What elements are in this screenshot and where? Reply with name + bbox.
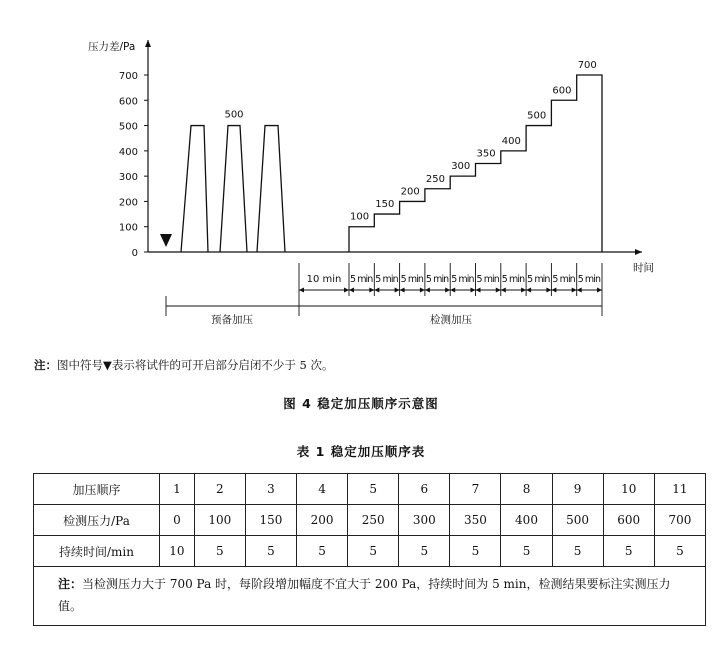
table-cell: 8 xyxy=(501,474,552,505)
interval-arrowhead xyxy=(551,288,556,293)
step-label: 700 xyxy=(577,60,597,71)
interval-arrowhead xyxy=(476,288,481,293)
note-text: 图中符号▼表示将试件的可开启部分启闭不少于 5 次。 xyxy=(57,358,334,372)
figure-caption: 图 4 稳定加压顺序示意图 xyxy=(283,396,439,411)
interval-label: 5 min xyxy=(375,274,399,285)
interval-label: 5 min xyxy=(527,274,551,285)
step-curve xyxy=(349,75,602,252)
step-label: 100 xyxy=(350,211,370,223)
interval-arrowhead xyxy=(546,288,551,293)
pressure-sequence-table xyxy=(33,473,706,626)
y-tick-label: 500 xyxy=(118,121,138,133)
y-tick-label: 700 xyxy=(118,71,138,82)
table-cell: 5 xyxy=(297,536,348,567)
step-label: 500 xyxy=(527,110,547,122)
y-tick-label: 100 xyxy=(118,222,138,234)
interval-label: 5 min xyxy=(451,274,475,285)
x-axis-label: 时间 xyxy=(633,262,654,274)
table-cell: 2 xyxy=(194,474,245,505)
interval-arrowhead xyxy=(395,288,400,293)
table-cell: 5 xyxy=(603,536,654,567)
prep-pulse xyxy=(257,126,285,252)
step-label: 600 xyxy=(552,85,572,97)
interval-arrowhead xyxy=(450,288,455,293)
table-cell: 10 xyxy=(603,474,654,505)
table-cell: 400 xyxy=(501,505,552,536)
prep-pulse xyxy=(181,126,208,252)
table-cell: 6 xyxy=(399,474,450,505)
step-label: 350 xyxy=(476,148,496,160)
interval-arrowhead xyxy=(572,288,577,293)
row-header: 持续时间/min xyxy=(34,536,160,567)
table-note-prefix: 注： xyxy=(58,577,83,591)
row-header: 加压顺序 xyxy=(34,474,160,505)
figure-note xyxy=(34,357,333,373)
table-note-row xyxy=(34,567,706,626)
y-tick-label: 600 xyxy=(118,96,138,108)
interval-arrowhead xyxy=(374,288,379,293)
table-cell: 1 xyxy=(160,474,195,505)
interval-arrowhead xyxy=(496,288,501,293)
table-cell: 0 xyxy=(160,505,195,536)
table-cell: 350 xyxy=(450,505,501,536)
table-cell: 5 xyxy=(450,536,501,567)
table-row xyxy=(34,536,706,567)
interval-arrowhead xyxy=(400,288,405,293)
interval-label: 5 min xyxy=(476,274,500,285)
interval-arrowhead xyxy=(425,288,430,293)
table-cell: 600 xyxy=(603,505,654,536)
table-caption: 表 1 稳定加压顺序表 xyxy=(296,444,426,459)
table-cell: 200 xyxy=(297,505,348,536)
table-row xyxy=(34,505,706,536)
interval-arrowhead xyxy=(597,288,602,293)
marker-symbol xyxy=(160,234,172,247)
table-cell: 5 xyxy=(501,536,552,567)
interval-arrowhead xyxy=(445,288,450,293)
y-tick-label: 400 xyxy=(118,146,138,158)
table-cell: 500 xyxy=(552,505,603,536)
interval-arrowhead xyxy=(521,288,526,293)
step-label: 150 xyxy=(375,199,395,211)
table-cell: 5 xyxy=(194,536,245,567)
table-cell: 11 xyxy=(654,474,705,505)
interval-arrowhead xyxy=(344,288,349,293)
table-cell: 9 xyxy=(552,474,603,505)
interval-arrowhead xyxy=(577,288,582,293)
interval-label: 5 min xyxy=(577,274,601,285)
step-label: 250 xyxy=(425,173,445,185)
interval-arrowhead xyxy=(349,288,354,293)
table-cell: 5 xyxy=(654,536,705,567)
table-cell: 700 xyxy=(654,505,705,536)
interval-label: 10 min xyxy=(306,274,342,285)
prep-pulse xyxy=(220,126,247,252)
interval-label: 5 min xyxy=(425,274,450,285)
table-row xyxy=(34,474,706,505)
interval-label: 5 min xyxy=(400,274,424,285)
table-cell: 300 xyxy=(399,505,450,536)
y-tick-label: 0 xyxy=(131,248,138,259)
table-note xyxy=(34,567,706,626)
prep-peak-label: 500 xyxy=(224,109,244,121)
table-cell: 5 xyxy=(348,536,399,567)
interval-label: 5 min xyxy=(552,274,576,285)
step-label: 200 xyxy=(400,186,420,198)
table-cell: 250 xyxy=(348,505,399,536)
interval-label: 5 min xyxy=(350,274,374,285)
step-label: 300 xyxy=(451,161,471,173)
y-tick-label: 300 xyxy=(118,172,138,184)
row-header: 检测压力/Pa xyxy=(34,505,160,536)
interval-arrowhead xyxy=(299,288,304,293)
table-cell: 5 xyxy=(552,536,603,567)
y-tick-label: 200 xyxy=(118,197,138,209)
table-cell: 5 xyxy=(245,536,296,567)
table-cell: 3 xyxy=(245,474,296,505)
interval-label: 5 min xyxy=(501,274,526,285)
table-cell: 100 xyxy=(194,505,245,536)
interval-arrowhead xyxy=(420,288,425,293)
note-prefix: 注： xyxy=(34,358,57,372)
phase-label-test: 检测加压 xyxy=(430,314,472,326)
table-cell: 5 xyxy=(348,474,399,505)
y-axis-label: 压力差/Pa xyxy=(88,41,136,53)
interval-arrowhead xyxy=(471,288,476,293)
table-cell: 5 xyxy=(399,536,450,567)
table-cell: 10 xyxy=(160,536,195,567)
interval-arrowhead xyxy=(526,288,531,293)
table-cell: 150 xyxy=(245,505,296,536)
interval-arrowhead xyxy=(501,288,506,293)
step-label: 400 xyxy=(501,135,521,147)
interval-arrowhead xyxy=(369,288,374,293)
table-cell: 7 xyxy=(450,474,501,505)
table-cell: 4 xyxy=(297,474,348,505)
table-note-text: 当检测压力大于 700 Pa 时，每阶段增加幅度不宜大于 200 Pa，持续时间为 5 min，检测结果要标注实测压力值。 xyxy=(58,577,671,613)
phase-label-prep: 预备加压 xyxy=(211,314,253,326)
